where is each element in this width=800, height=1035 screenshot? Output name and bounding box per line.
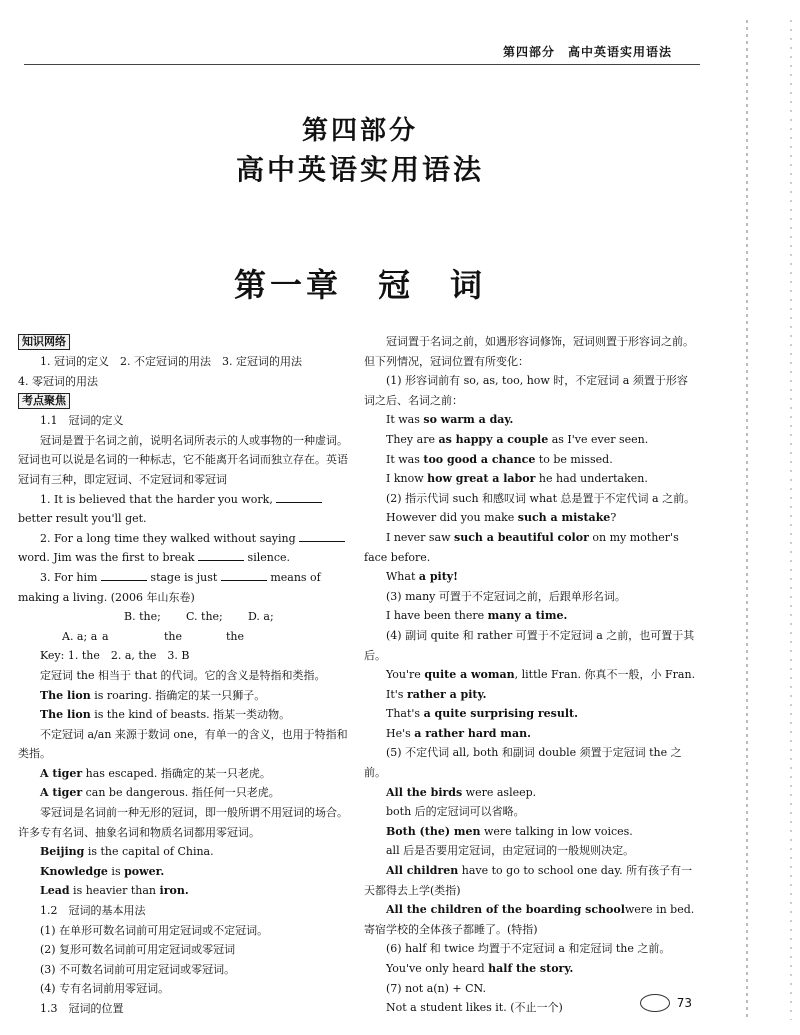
body-text: 冠词是置于名词之前，说明名词所表示的人或事物的一种虚词。冠词也可以说是名词的一种标志，它不能离开名词而独立存在。英语冠词有三种，即定冠词、不定冠词和零冠词 xyxy=(18,433,348,486)
example-text: is the kind of beasts. 指某一类动物。 xyxy=(90,708,291,722)
question xyxy=(18,529,354,568)
example-emphasis: as happy a couple xyxy=(438,432,549,446)
example-emphasis: A tiger xyxy=(40,786,83,800)
body-text: 1.3 冠词的位置 xyxy=(40,1002,124,1015)
body-text: (1) 在单形可数名词前可用定冠词或不定冠词。 xyxy=(40,923,269,937)
body-text: 零冠词是名词前一种无形的冠词，即一般所谓不用冠词的场合。许多专有名词、抽象名词和物质名词都用零冠词。 xyxy=(18,806,348,839)
example-sentence xyxy=(364,528,696,567)
right-column xyxy=(364,332,696,1018)
body-text: (4) 专有名词前用零冠词。 xyxy=(40,982,170,996)
example-sentence xyxy=(364,665,696,685)
example-text: It's xyxy=(386,687,407,701)
left-column xyxy=(18,332,354,1019)
question-text: 2. For a long time they walked without saying xyxy=(40,531,300,545)
example-sentence xyxy=(364,861,696,900)
chapter-name: 冠 词 xyxy=(378,266,487,304)
answer-options xyxy=(18,607,354,646)
body-text: both 后的定冠词可以省略。 xyxy=(386,805,525,819)
example-text: were talking in low voices. xyxy=(480,824,633,838)
example-sentence xyxy=(364,567,696,587)
example-sentence xyxy=(364,685,696,705)
body-text: (6) half 和 twice 均置于不定冠词 a 和定冠词 the 之前。 xyxy=(386,942,671,956)
example-text: have to go to school one day. 所有孩子有一天都得去上学(类指) xyxy=(364,864,693,897)
example-text: as I've ever seen. xyxy=(548,432,649,446)
example-emphasis: how great a labor xyxy=(427,472,536,486)
scan-edge-outer xyxy=(790,20,792,1020)
example-emphasis: a rather hard man. xyxy=(414,726,531,740)
example-emphasis: such a mistake xyxy=(517,511,611,525)
example-sentence xyxy=(364,430,696,450)
example-text: However did you make xyxy=(386,511,518,525)
question xyxy=(18,490,354,529)
example-emphasis: too good a chance xyxy=(423,452,536,466)
example-text: were asleep. xyxy=(462,785,537,799)
example-emphasis: so warm a day. xyxy=(423,413,514,427)
example-sentence xyxy=(364,704,696,724)
example-sentence xyxy=(364,724,696,744)
body-text: (5) 不定代词 all, both 和副词 double 须置于定冠词 the 之前。 xyxy=(364,746,682,780)
question-text: 3. For him xyxy=(40,570,101,584)
left-line-3-heading xyxy=(18,391,354,411)
example-emphasis: power. xyxy=(124,864,165,878)
header-rule xyxy=(24,64,700,65)
question xyxy=(18,568,354,607)
answer-option: C. the; the xyxy=(164,610,223,643)
example-text: is heavier than xyxy=(69,884,160,898)
answer-option: B. the; a xyxy=(102,610,161,643)
left-line-0-heading xyxy=(18,332,354,352)
part-subtitle: 高中英语实用语法 xyxy=(235,153,484,186)
example-emphasis: The lion xyxy=(40,688,91,702)
body-text: (4) 副词 quite 和 rather 可置于不定冠词 a 之前，也可置于其后。 xyxy=(364,628,695,662)
section-tag: 考点聚焦 xyxy=(18,393,70,409)
example-sentence xyxy=(364,822,696,842)
example-text: were in bed. 寄宿学校的全体孩子都睡了。(特指) xyxy=(364,903,695,936)
example-emphasis: Both (the) men xyxy=(386,824,481,838)
example-sentence xyxy=(18,764,354,784)
example-emphasis: All children xyxy=(386,864,459,878)
body-text: (7) not a(n) + CN. xyxy=(386,981,486,995)
example-sentence xyxy=(18,705,354,725)
body-text: (1) 形容词前有 so, as, too, how 时，不定冠词 a 须置于形容词之后、名词之前： xyxy=(364,374,688,407)
example-sentence xyxy=(364,606,696,626)
answer-blank xyxy=(198,550,244,561)
example-emphasis: many a time. xyxy=(487,609,568,623)
example-text: I have been there xyxy=(386,609,488,623)
body-text: 1.2 冠词的基本用法 xyxy=(40,904,146,918)
example-emphasis: All the children of the boarding school xyxy=(386,903,625,917)
example-text: I never saw xyxy=(386,530,455,544)
example-sentence xyxy=(364,783,696,803)
example-emphasis: Lead xyxy=(40,884,70,898)
example-emphasis: a pity! xyxy=(418,570,459,584)
example-text: ? xyxy=(610,511,617,525)
example-text: he had undertaken. xyxy=(535,472,648,486)
answer-blank xyxy=(101,570,147,581)
answer-blank xyxy=(299,531,345,542)
example-emphasis: rather a pity. xyxy=(406,687,487,701)
answer-option: A. a; a xyxy=(62,629,98,643)
example-text: That's xyxy=(386,707,424,721)
body-text: all 后是否要用定冠词，由定冠词的一般规则决定。 xyxy=(386,844,635,858)
example-emphasis: quite a woman xyxy=(424,668,515,682)
example-emphasis: Knowledge xyxy=(40,864,108,878)
page-ornament-icon xyxy=(640,994,670,1012)
example-text: is the capital of China. xyxy=(84,845,214,859)
example-text: , little Fran. 你真不一般，小 Fran. xyxy=(514,668,696,682)
example-text: on my mother's face before. xyxy=(364,530,679,564)
example-emphasis: iron. xyxy=(159,884,189,898)
example-text: is xyxy=(107,864,125,878)
body-text: 1.1 冠词的定义 xyxy=(40,414,124,428)
body-text: (3) many 可置于不定冠词之前，后跟单形名词。 xyxy=(386,589,626,603)
scan-edge xyxy=(746,20,748,1020)
chapter-title xyxy=(0,260,720,306)
example-sentence xyxy=(18,686,354,706)
question-text: 1. It is believed that the harder you work, xyxy=(40,492,277,506)
example-emphasis: such a beautiful color xyxy=(454,530,589,544)
question-text: better result you'll get. xyxy=(18,512,147,526)
example-emphasis: The lion xyxy=(40,708,91,722)
example-emphasis: Beijing xyxy=(40,845,85,859)
example-sentence xyxy=(18,881,354,901)
body-text: (2) 复形可数名词前可用定冠词或零冠词 xyxy=(40,943,236,957)
example-text: to be missed. xyxy=(535,452,613,466)
example-text: They are xyxy=(386,432,439,446)
example-sentence xyxy=(18,862,354,882)
body-text: 1. 冠词的定义 2. 不定冠词的用法 3. 定冠词的用法 xyxy=(40,355,302,368)
example-emphasis: A tiger xyxy=(40,766,83,780)
body-text: Key: 1. the 2. a, the 3. B xyxy=(40,649,190,663)
example-text: You're xyxy=(386,668,425,682)
body-text: Not a student likes it. (不止一个) xyxy=(386,1001,563,1015)
example-emphasis: a quite surprising result. xyxy=(423,707,578,721)
answer-blank xyxy=(221,570,267,581)
body-text: (3) 不可数名词前可用定冠词或零冠词。 xyxy=(40,962,236,976)
example-sentence xyxy=(364,900,696,939)
running-head: 第四部分 高中英语实用语法 xyxy=(502,45,672,59)
question-text: means of making a living. (2006 年山东卷) xyxy=(18,570,321,604)
body-text: 4. 零冠词的用法 xyxy=(18,374,98,388)
example-text: He's xyxy=(386,726,415,740)
body-text: 冠词置于名词之前，如遇形容词修饰，冠词则置于形容词之前。但下列情况，冠词位置有所变化： xyxy=(364,335,694,368)
example-sentence xyxy=(364,959,696,979)
example-sentence xyxy=(364,469,696,489)
section-tag: 知识网络 xyxy=(18,334,70,350)
example-text: can be dangerous. 指任何一只老虎。 xyxy=(82,786,280,800)
example-text: It was xyxy=(386,452,424,466)
answer-option: D. a; the xyxy=(226,610,274,643)
question-text: stage is just xyxy=(146,570,221,584)
question-text: silence. xyxy=(244,551,290,565)
example-text: has escaped. 指确定的某一只老虎。 xyxy=(82,766,271,780)
example-text: You've only heard xyxy=(386,962,489,975)
example-emphasis: half the story. xyxy=(488,962,574,975)
example-sentence xyxy=(364,450,696,470)
example-text: It was xyxy=(386,413,424,427)
body-text: (2) 指示代词 such 和感叹词 what 总是置于不定代词 a 之前。 xyxy=(386,491,696,505)
answer-blank xyxy=(276,492,322,503)
example-text: What xyxy=(386,570,419,584)
body-text: 不定冠词 a/an 来源于数词 one，有单一的含义，也用于特指和类指。 xyxy=(18,727,348,761)
example-sentence xyxy=(18,842,354,862)
body-text: 定冠词 the 相当于 that 的代词。它的含义是特指和类指。 xyxy=(40,668,326,682)
example-emphasis: All the birds xyxy=(386,785,463,799)
example-sentence xyxy=(364,410,696,430)
example-text: I know xyxy=(386,472,428,486)
example-sentence xyxy=(364,508,696,528)
question-text: word. Jim was the first to break xyxy=(18,551,199,565)
example-sentence xyxy=(18,783,354,803)
part-title: 第四部分 xyxy=(301,116,418,146)
page-number: 73 xyxy=(676,996,692,1010)
chapter-number: 第一章 xyxy=(233,266,342,304)
example-text: is roaring. 指确定的某一只狮子。 xyxy=(90,688,266,702)
